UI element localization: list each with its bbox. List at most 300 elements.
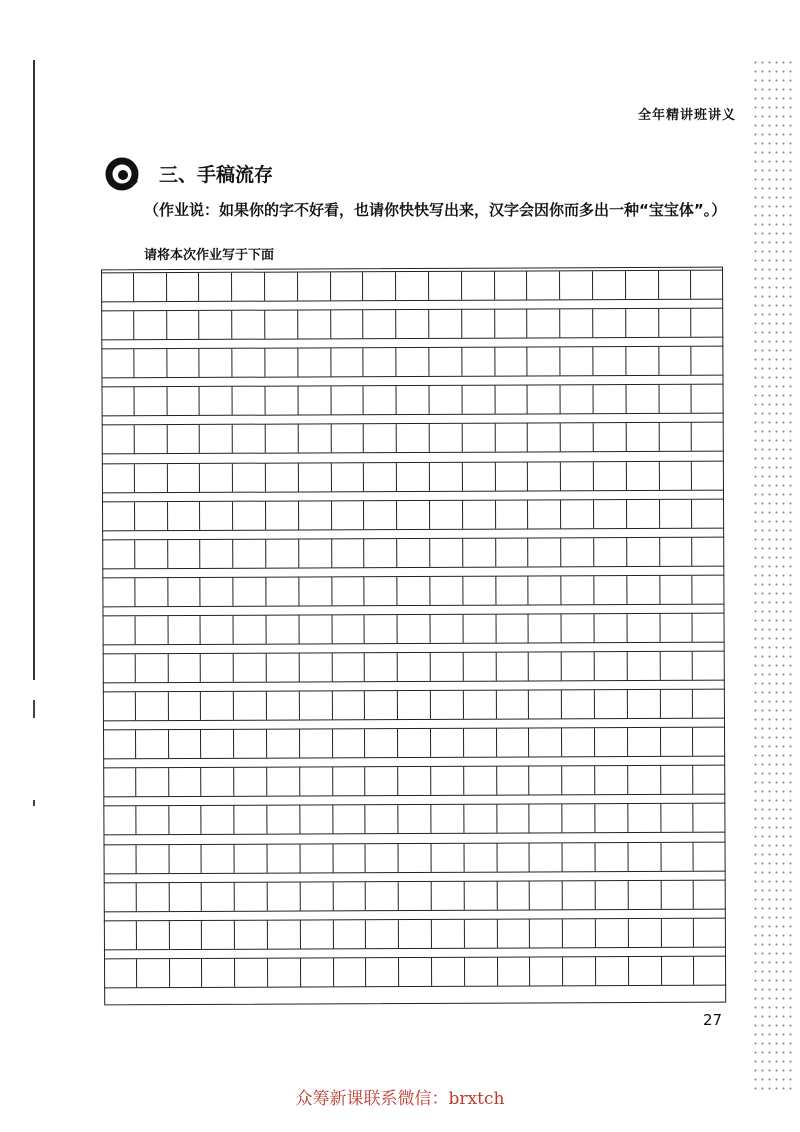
grid-cell[interactable]	[562, 728, 595, 756]
grid-cell[interactable]	[366, 958, 399, 986]
grid-cell[interactable]	[102, 464, 135, 492]
grid-cell[interactable]	[498, 957, 531, 985]
grid-cell[interactable]	[626, 423, 659, 451]
grid-cell[interactable]	[628, 804, 661, 832]
grid-cell[interactable]	[627, 576, 660, 604]
grid-cell[interactable]	[267, 844, 300, 872]
grid-cell[interactable]	[659, 423, 692, 451]
grid-cell[interactable]	[331, 348, 364, 376]
grid-cell[interactable]	[136, 845, 169, 873]
grid-cell[interactable]	[234, 768, 267, 796]
grid-cell[interactable]	[200, 311, 233, 339]
grid-cell[interactable]	[332, 539, 365, 567]
grid-cell[interactable]	[692, 347, 724, 375]
grid-cell[interactable]	[333, 920, 366, 948]
grid-cell[interactable]	[299, 501, 332, 529]
grid-cell[interactable]	[528, 462, 561, 490]
grid-cell[interactable]	[660, 690, 693, 718]
grid-cell[interactable]	[300, 730, 333, 758]
grid-cell[interactable]	[168, 692, 201, 720]
grid-cell[interactable]	[364, 310, 397, 338]
grid-cell[interactable]	[594, 576, 627, 604]
grid-cell[interactable]	[201, 578, 234, 606]
grid-cell[interactable]	[528, 309, 561, 337]
grid-cell[interactable]	[430, 577, 463, 605]
grid-cell[interactable]	[233, 387, 266, 415]
grid-cell[interactable]	[432, 881, 465, 909]
grid-cell[interactable]	[167, 349, 200, 377]
grid-cell[interactable]	[300, 768, 333, 796]
grid-cell[interactable]	[692, 499, 724, 527]
grid-cell[interactable]	[497, 843, 530, 871]
grid-cell[interactable]	[593, 309, 626, 337]
grid-cell[interactable]	[300, 691, 333, 719]
grid-cell[interactable]	[659, 271, 692, 299]
grid-cell[interactable]	[299, 577, 332, 605]
grid-cell[interactable]	[661, 842, 694, 870]
grid-cell[interactable]	[693, 690, 725, 718]
grid-cell[interactable]	[135, 502, 168, 530]
grid-cell[interactable]	[234, 577, 267, 605]
grid-cell[interactable]	[398, 653, 431, 681]
grid-cell[interactable]	[234, 692, 267, 720]
grid-cell[interactable]	[431, 843, 464, 871]
grid-cell[interactable]	[595, 766, 628, 794]
grid-cell[interactable]	[594, 423, 627, 451]
grid-cell[interactable]	[101, 349, 134, 377]
grid-cell[interactable]	[693, 537, 725, 565]
grid-cell[interactable]	[104, 883, 137, 911]
grid-cell[interactable]	[232, 273, 265, 301]
grid-cell[interactable]	[562, 690, 595, 718]
grid-cell[interactable]	[103, 807, 136, 835]
grid-cell[interactable]	[365, 653, 398, 681]
grid-cell[interactable]	[135, 654, 168, 682]
grid-cell[interactable]	[200, 501, 233, 529]
grid-cell[interactable]	[202, 959, 235, 987]
grid-cell[interactable]	[659, 347, 692, 375]
grid-cell[interactable]	[136, 692, 169, 720]
grid-cell[interactable]	[561, 500, 594, 528]
grid-cell[interactable]	[596, 881, 629, 909]
grid-cell[interactable]	[364, 386, 397, 414]
grid-cell[interactable]	[366, 920, 399, 948]
grid-cell[interactable]	[659, 461, 692, 489]
grid-cell[interactable]	[169, 806, 202, 834]
grid-cell[interactable]	[661, 728, 694, 756]
grid-cell[interactable]	[694, 956, 726, 984]
grid-cell[interactable]	[233, 501, 266, 529]
grid-cell[interactable]	[629, 957, 662, 985]
grid-cell[interactable]	[266, 463, 299, 491]
grid-cell[interactable]	[333, 806, 366, 834]
grid-cell[interactable]	[365, 577, 398, 605]
grid-cell[interactable]	[462, 272, 495, 300]
grid-cell[interactable]	[136, 730, 169, 758]
grid-cell[interactable]	[366, 882, 399, 910]
grid-cell[interactable]	[627, 614, 660, 642]
grid-cell[interactable]	[431, 729, 464, 757]
grid-cell[interactable]	[429, 348, 462, 376]
grid-cell[interactable]	[168, 578, 201, 606]
grid-cell[interactable]	[168, 540, 201, 568]
grid-cell[interactable]	[660, 537, 693, 565]
grid-cell[interactable]	[629, 919, 662, 947]
grid-cell[interactable]	[134, 311, 167, 339]
grid-cell[interactable]	[596, 919, 629, 947]
grid-cell[interactable]	[201, 730, 234, 758]
grid-cell[interactable]	[167, 463, 200, 491]
grid-cell[interactable]	[692, 385, 724, 413]
grid-cell[interactable]	[529, 614, 562, 642]
grid-cell[interactable]	[430, 424, 463, 452]
grid-cell[interactable]	[529, 729, 562, 757]
grid-cell[interactable]	[693, 652, 725, 680]
grid-cell[interactable]	[660, 652, 693, 680]
grid-cell[interactable]	[365, 691, 398, 719]
grid-cell[interactable]	[167, 311, 200, 339]
grid-cell[interactable]	[332, 615, 365, 643]
grid-cell[interactable]	[626, 347, 659, 375]
grid-cell[interactable]	[562, 576, 595, 604]
grid-cell[interactable]	[200, 349, 233, 377]
grid-cell[interactable]	[202, 844, 235, 872]
grid-cell[interactable]	[169, 768, 202, 796]
grid-cell[interactable]	[497, 805, 530, 833]
grid-cell[interactable]	[628, 881, 661, 909]
grid-cell[interactable]	[595, 652, 628, 680]
grid-cell[interactable]	[529, 652, 562, 680]
grid-cell[interactable]	[298, 425, 331, 453]
grid-cell[interactable]	[496, 538, 529, 566]
grid-cell[interactable]	[694, 842, 726, 870]
grid-cell[interactable]	[102, 388, 135, 416]
grid-cell[interactable]	[102, 426, 135, 454]
grid-cell[interactable]	[137, 921, 170, 949]
grid-cell[interactable]	[265, 311, 298, 339]
grid-cell[interactable]	[267, 806, 300, 834]
grid-cell[interactable]	[298, 387, 331, 415]
grid-cell[interactable]	[465, 957, 498, 985]
grid-cell[interactable]	[136, 883, 169, 911]
grid-cell[interactable]	[136, 768, 169, 796]
grid-cell[interactable]	[103, 692, 136, 720]
grid-cell[interactable]	[495, 386, 528, 414]
grid-cell[interactable]	[134, 387, 167, 415]
grid-cell[interactable]	[563, 881, 596, 909]
grid-cell[interactable]	[102, 578, 135, 606]
grid-cell[interactable]	[396, 310, 429, 338]
grid-cell[interactable]	[266, 615, 299, 643]
grid-cell[interactable]	[465, 919, 498, 947]
grid-cell[interactable]	[462, 348, 495, 376]
grid-cell[interactable]	[661, 880, 694, 908]
grid-cell[interactable]	[202, 882, 235, 910]
grid-cell[interactable]	[234, 730, 267, 758]
grid-cell[interactable]	[397, 501, 430, 529]
grid-cell[interactable]	[660, 576, 693, 604]
grid-cell[interactable]	[398, 615, 431, 643]
grid-cell[interactable]	[496, 691, 529, 719]
grid-cell[interactable]	[299, 463, 332, 491]
grid-cell[interactable]	[365, 729, 398, 757]
grid-cell[interactable]	[364, 424, 397, 452]
grid-cell[interactable]	[660, 499, 693, 527]
grid-cell[interactable]	[102, 502, 135, 530]
grid-cell[interactable]	[202, 768, 235, 796]
grid-cell[interactable]	[496, 652, 529, 680]
grid-cell[interactable]	[661, 918, 694, 946]
grid-cell[interactable]	[169, 844, 202, 872]
grid-cell[interactable]	[691, 271, 723, 299]
grid-cell[interactable]	[596, 957, 629, 985]
grid-cell[interactable]	[365, 539, 398, 567]
grid-cell[interactable]	[235, 920, 268, 948]
grid-cell[interactable]	[201, 539, 234, 567]
grid-cell[interactable]	[462, 386, 495, 414]
grid-cell[interactable]	[496, 614, 529, 642]
grid-cell[interactable]	[462, 424, 495, 452]
grid-cell[interactable]	[169, 921, 202, 949]
grid-cell[interactable]	[560, 309, 593, 337]
grid-cell[interactable]	[234, 654, 267, 682]
grid-cell[interactable]	[626, 309, 659, 337]
grid-cell[interactable]	[429, 310, 462, 338]
grid-cell[interactable]	[265, 349, 298, 377]
grid-cell[interactable]	[528, 348, 561, 376]
grid-cell[interactable]	[364, 501, 397, 529]
grid-cell[interactable]	[333, 882, 366, 910]
grid-cell[interactable]	[301, 920, 334, 948]
grid-cell[interactable]	[495, 462, 528, 490]
grid-cell[interactable]	[399, 958, 432, 986]
grid-cell[interactable]	[561, 347, 594, 375]
grid-cell[interactable]	[594, 538, 627, 566]
grid-cell[interactable]	[495, 271, 528, 299]
grid-cell[interactable]	[661, 766, 694, 794]
grid-cell[interactable]	[200, 387, 233, 415]
grid-cell[interactable]	[199, 273, 232, 301]
grid-cell[interactable]	[103, 616, 136, 644]
grid-cell[interactable]	[233, 539, 266, 567]
grid-cell[interactable]	[430, 538, 463, 566]
grid-cell[interactable]	[168, 654, 201, 682]
grid-cell[interactable]	[430, 615, 463, 643]
grid-cell[interactable]	[593, 385, 626, 413]
grid-cell[interactable]	[333, 729, 366, 757]
grid-cell[interactable]	[398, 729, 431, 757]
grid-cell[interactable]	[464, 881, 497, 909]
grid-cell[interactable]	[495, 310, 528, 338]
grid-cell[interactable]	[463, 653, 496, 681]
grid-cell[interactable]	[661, 804, 694, 832]
grid-cell[interactable]	[233, 425, 266, 453]
grid-cell[interactable]	[694, 880, 726, 908]
grid-cell[interactable]	[234, 616, 267, 644]
grid-cell[interactable]	[235, 806, 268, 834]
grid-cell[interactable]	[464, 729, 497, 757]
grid-cell[interactable]	[527, 271, 560, 299]
grid-cell[interactable]	[529, 538, 562, 566]
grid-cell[interactable]	[398, 577, 431, 605]
grid-cell[interactable]	[101, 311, 134, 339]
grid-cell[interactable]	[463, 500, 496, 528]
grid-cell[interactable]	[266, 501, 299, 529]
grid-cell[interactable]	[266, 577, 299, 605]
grid-cell[interactable]	[399, 805, 432, 833]
grid-cell[interactable]	[331, 387, 364, 415]
grid-cell[interactable]	[332, 691, 365, 719]
grid-cell[interactable]	[399, 843, 432, 871]
grid-cell[interactable]	[298, 310, 331, 338]
grid-cell[interactable]	[397, 348, 430, 376]
grid-cell[interactable]	[232, 311, 265, 339]
grid-cell[interactable]	[563, 919, 596, 947]
grid-cell[interactable]	[497, 919, 530, 947]
grid-cell[interactable]	[233, 463, 266, 491]
grid-cell[interactable]	[299, 539, 332, 567]
grid-cell[interactable]	[398, 767, 431, 795]
grid-cell[interactable]	[299, 653, 332, 681]
grid-cell[interactable]	[692, 461, 724, 489]
grid-cell[interactable]	[561, 424, 594, 452]
grid-cell[interactable]	[364, 463, 397, 491]
grid-cell[interactable]	[497, 881, 530, 909]
grid-cell[interactable]	[463, 462, 496, 490]
grid-cell[interactable]	[365, 615, 398, 643]
grid-cell[interactable]	[268, 920, 301, 948]
grid-cell[interactable]	[464, 767, 497, 795]
grid-cell[interactable]	[593, 271, 626, 299]
grid-cell[interactable]	[168, 616, 201, 644]
grid-cell[interactable]	[301, 958, 334, 986]
grid-cell[interactable]	[134, 425, 167, 453]
grid-cell[interactable]	[202, 920, 235, 948]
grid-cell[interactable]	[101, 273, 134, 301]
grid-cell[interactable]	[397, 462, 430, 490]
grid-cell[interactable]	[561, 386, 594, 414]
grid-cell[interactable]	[267, 692, 300, 720]
grid-cell[interactable]	[562, 805, 595, 833]
grid-cell[interactable]	[366, 805, 399, 833]
grid-cell[interactable]	[430, 462, 463, 490]
grid-cell[interactable]	[694, 804, 726, 832]
grid-cell[interactable]	[135, 464, 168, 492]
grid-cell[interactable]	[693, 575, 725, 603]
grid-cell[interactable]	[626, 271, 659, 299]
grid-cell[interactable]	[235, 882, 268, 910]
grid-cell[interactable]	[331, 310, 364, 338]
grid-cell[interactable]	[464, 805, 497, 833]
grid-cell[interactable]	[397, 539, 430, 567]
grid-cell[interactable]	[694, 918, 726, 946]
grid-cell[interactable]	[692, 423, 724, 451]
grid-cell[interactable]	[104, 921, 137, 949]
grid-cell[interactable]	[363, 272, 396, 300]
grid-cell[interactable]	[530, 919, 563, 947]
grid-cell[interactable]	[529, 576, 562, 604]
grid-cell[interactable]	[396, 272, 429, 300]
grid-cell[interactable]	[529, 690, 562, 718]
grid-cell[interactable]	[137, 959, 170, 987]
grid-cell[interactable]	[334, 958, 367, 986]
grid-cell[interactable]	[398, 691, 431, 719]
grid-cell[interactable]	[333, 768, 366, 796]
grid-cell[interactable]	[496, 576, 529, 604]
grid-cell[interactable]	[660, 614, 693, 642]
grid-cell[interactable]	[496, 500, 529, 528]
grid-cell[interactable]	[266, 539, 299, 567]
grid-cell[interactable]	[628, 728, 661, 756]
grid-cell[interactable]	[628, 766, 661, 794]
grid-cell[interactable]	[397, 424, 430, 452]
grid-cell[interactable]	[627, 538, 660, 566]
grid-cell[interactable]	[659, 309, 692, 337]
grid-cell[interactable]	[268, 958, 301, 986]
grid-cell[interactable]	[429, 272, 462, 300]
grid-cell[interactable]	[300, 882, 333, 910]
grid-cell[interactable]	[432, 958, 465, 986]
grid-cell[interactable]	[561, 538, 594, 566]
grid-cell[interactable]	[202, 806, 235, 834]
grid-cell[interactable]	[497, 767, 530, 795]
grid-cell[interactable]	[693, 728, 725, 756]
grid-cell[interactable]	[431, 691, 464, 719]
grid-cell[interactable]	[495, 348, 528, 376]
grid-cell[interactable]	[659, 385, 692, 413]
grid-cell[interactable]	[528, 424, 561, 452]
grid-cell[interactable]	[563, 957, 596, 985]
grid-cell[interactable]	[268, 882, 301, 910]
grid-cell[interactable]	[167, 425, 200, 453]
grid-cell[interactable]	[626, 385, 659, 413]
grid-cell[interactable]	[200, 463, 233, 491]
grid-cell[interactable]	[235, 844, 268, 872]
grid-cell[interactable]	[267, 730, 300, 758]
grid-cell[interactable]	[103, 654, 136, 682]
grid-cell[interactable]	[692, 309, 724, 337]
grid-cell[interactable]	[332, 577, 365, 605]
grid-cell[interactable]	[693, 614, 725, 642]
grid-cell[interactable]	[628, 842, 661, 870]
grid-cell[interactable]	[136, 806, 169, 834]
grid-cell[interactable]	[528, 500, 561, 528]
grid-cell[interactable]	[399, 882, 432, 910]
grid-cell[interactable]	[333, 844, 366, 872]
grid-cell[interactable]	[595, 804, 628, 832]
grid-cell[interactable]	[530, 805, 563, 833]
grid-cell[interactable]	[627, 461, 660, 489]
grid-cell[interactable]	[463, 615, 496, 643]
grid-cell[interactable]	[169, 883, 202, 911]
grid-cell[interactable]	[528, 386, 561, 414]
grid-cell[interactable]	[594, 500, 627, 528]
grid-cell[interactable]	[399, 920, 432, 948]
grid-cell[interactable]	[628, 690, 661, 718]
grid-cell[interactable]	[594, 614, 627, 642]
grid-cell[interactable]	[104, 959, 137, 987]
grid-cell[interactable]	[595, 843, 628, 871]
grid-cell[interactable]	[463, 576, 496, 604]
grid-cell[interactable]	[135, 616, 168, 644]
grid-cell[interactable]	[200, 425, 233, 453]
grid-cell[interactable]	[298, 272, 331, 300]
grid-cell[interactable]	[169, 730, 202, 758]
grid-cell[interactable]	[530, 881, 563, 909]
grid-cell[interactable]	[563, 843, 596, 871]
grid-cell[interactable]	[530, 957, 563, 985]
grid-cell[interactable]	[431, 805, 464, 833]
